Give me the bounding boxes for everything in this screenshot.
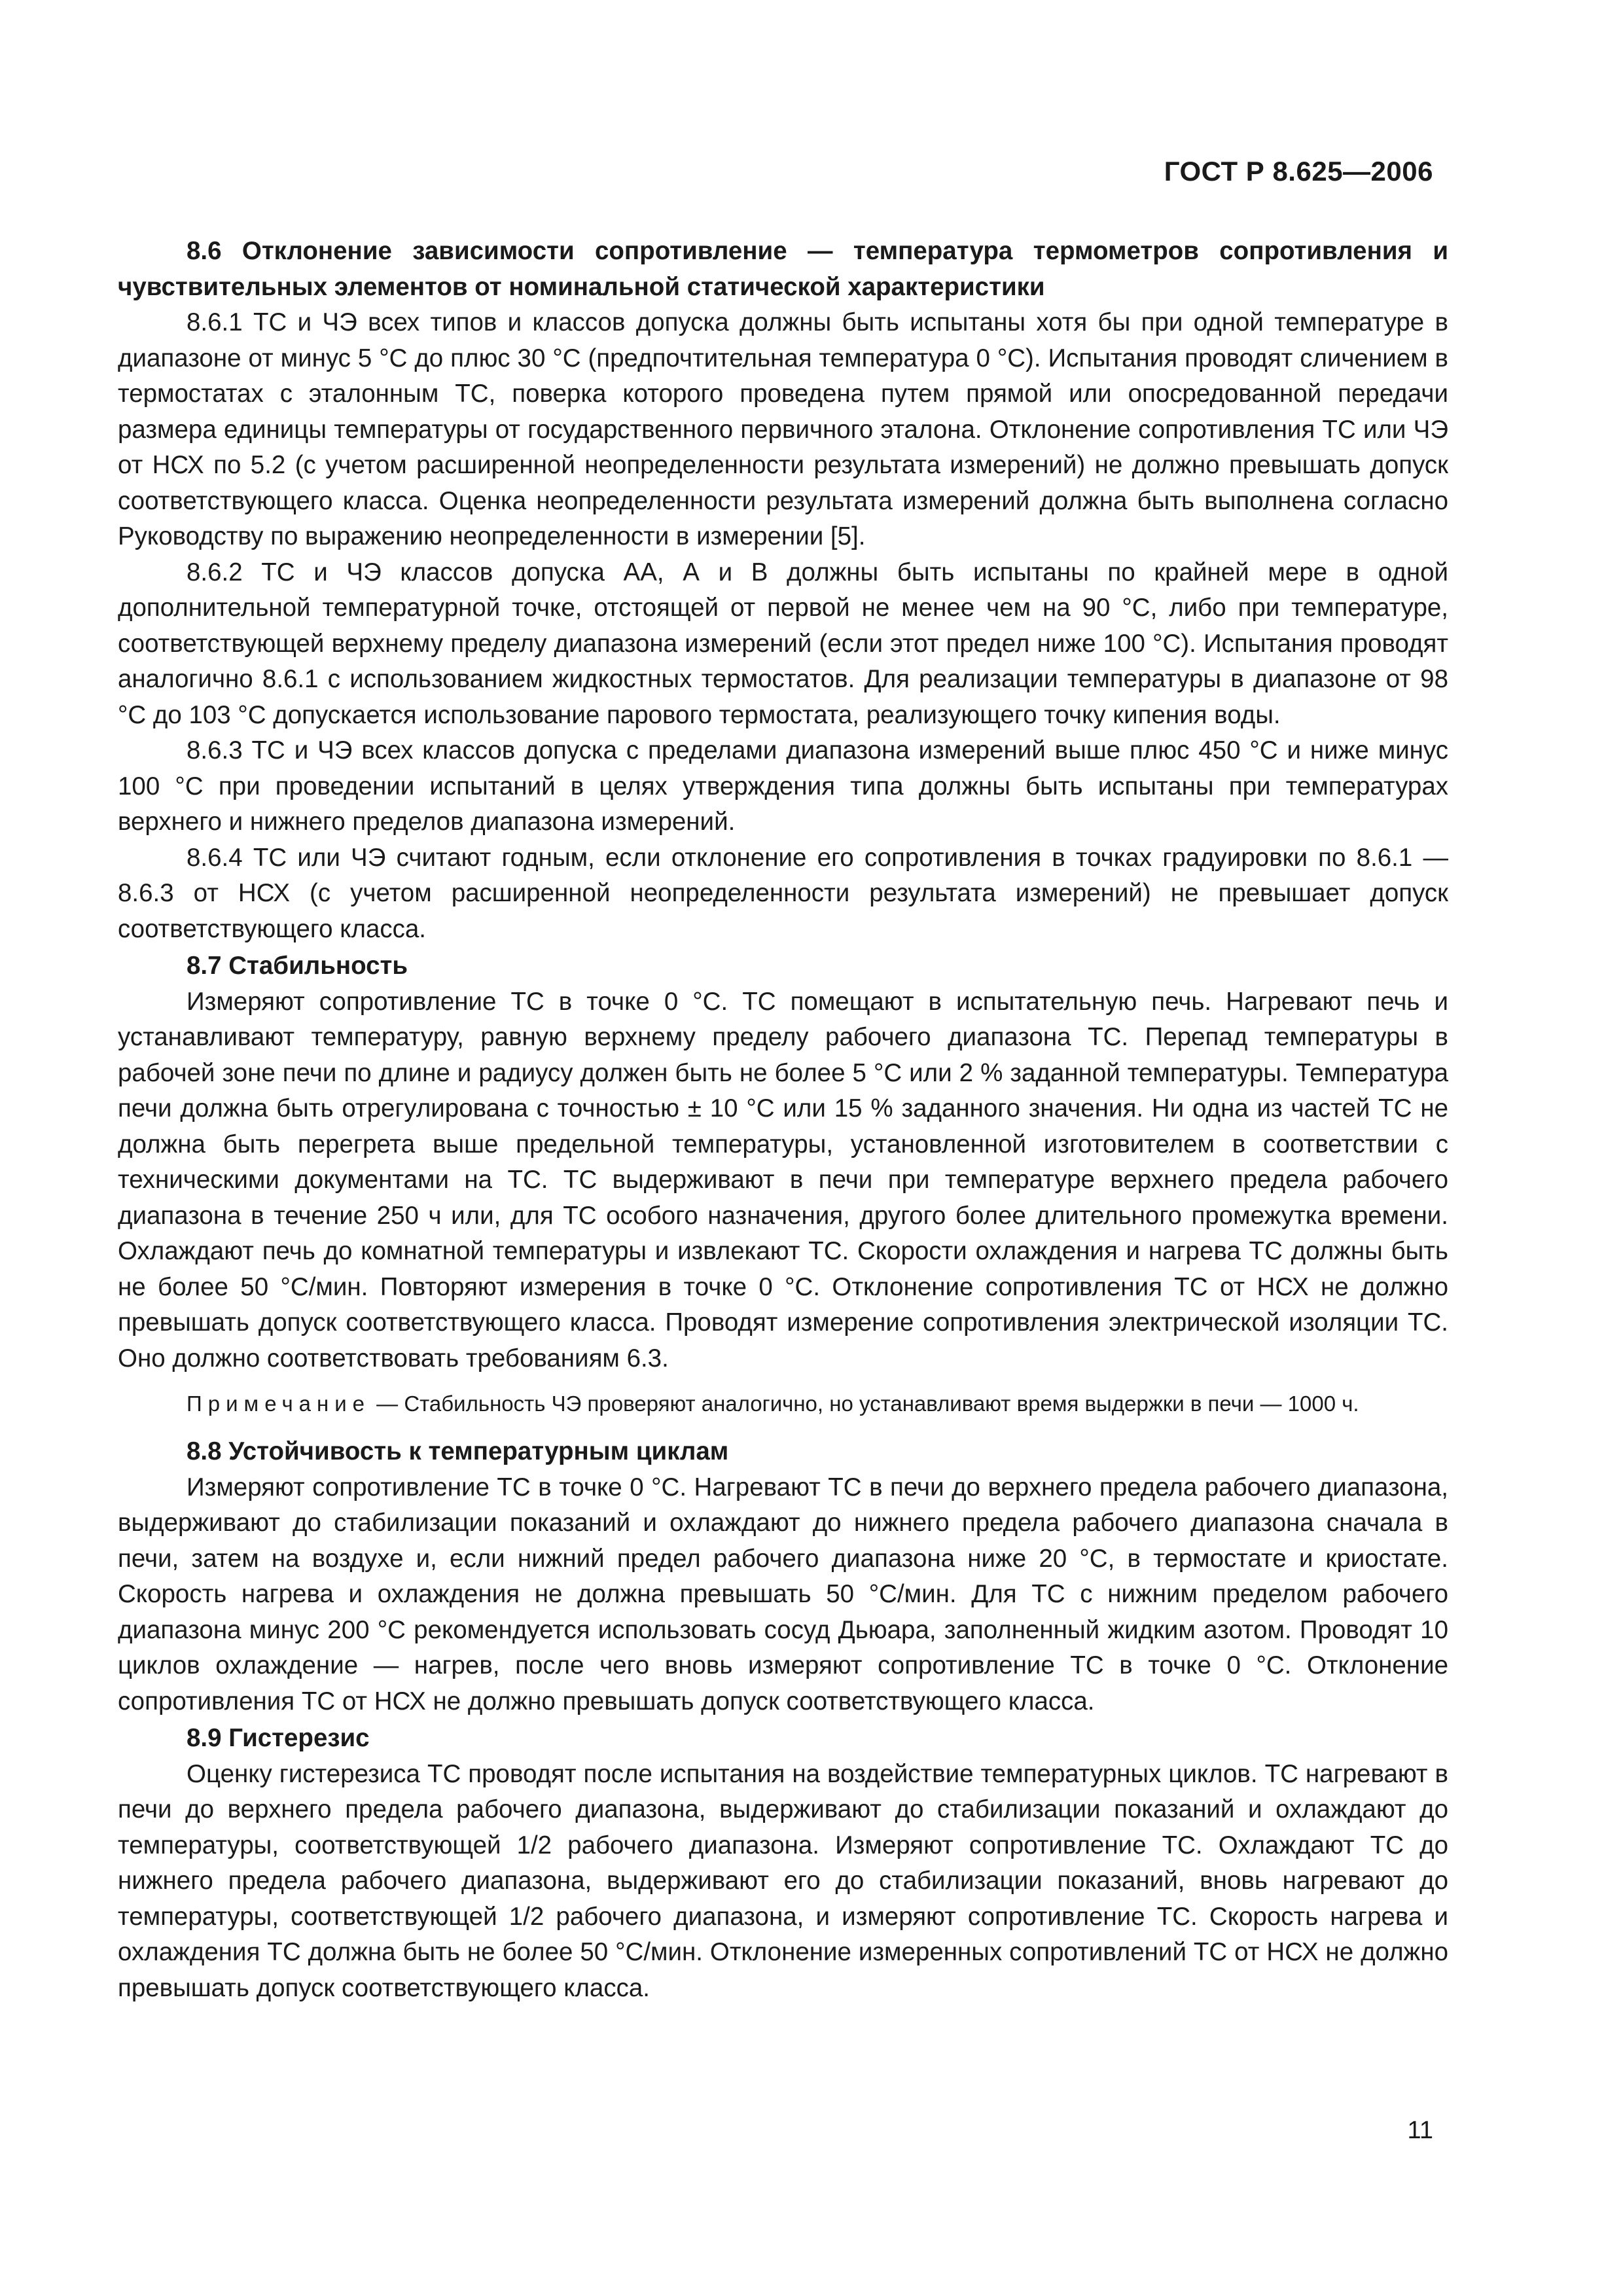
paragraph-8-8: Измеряют сопротивление ТС в точке 0 °C. Нагревают ТС в печи до верхнего предела рабочего диапазона, выдерживают до стабилизации показаний и охлаждают до нижнего предела рабочего диапазона сначала в печи, затем на воздухе и, если нижний предел рабочего диапазона ниже 20 °C, в термостате и криостате. Скорость нагрева и охлаждения не должна превышать 50 °C/мин. Для ТС с нижним пределом рабочего диапазона минус 200 °C рекомендуется использовать сосуд Дьюара, заполненный жидким азотом. Проводят 10 циклов охлаждение — нагрев, после чего вновь измеряют сопротивление ТС в точке 0 °C. Отклонение сопротивления ТС от НСХ не должно превышать допуск соответствующего класса.: [118, 1473, 1448, 1715]
note-8-7: [118, 1388, 1448, 1420]
section-8-9-heading: 8.9 Гистерезис: [187, 1724, 370, 1752]
paragraph-8-9: Оценку гистерезиса ТС проводят после испытания на воздействие температурных циклов. ТС нагревают в печи до верхнего предела рабочего диапазона, выдерживают до стабилизации показаний и охлаждают до температуры, соответствующей 1/2 рабочего диапазона. Измеряют сопротивление ТС. Охлаждают ТС до нижнего предела рабочего диапазона, выдерживают его до стабилизации показаний, вновь нагревают до температуры, соответствующей 1/2 рабочего диапазона, и измеряют сопротивление ТС. Скорость нагрева и охлаждения ТС должна быть не более 50 °C/мин. Отклонение измеренных сопротивлений ТС от НСХ не должно превышать допуск соответствующего класса.: [118, 1759, 1448, 2002]
paragraph-8-7: Измеряют сопротивление ТС в точке 0 °C. ТС помещают в испытательную печь. Нагревают печь и устанавливают температуру, равную верхнему пределу рабочего диапазона ТС. Перепад температуры в рабочей зоне печи по длине и радиусу должен быть не более 5 °C или 2 % заданной температуры. Температура печи должна быть отрегулирована с точностью ± 10 °C или 15 % заданного значения. Ни одна из частей ТС не должна быть перегрета выше предельной температуры, установленной изготовителем в соответствии с техническими документами на ТС. ТС выдерживают в печи при температуре верхнего предела рабочего диапазона в течение 250 ч или, для ТС особого назначения, другого более длительного промежутка времени. Охлаждают печь до комнатной температуры и извлекают ТС. Скорости охлаждения и нагрева ТС должны быть не более 50 °C/мин. Повторяют измерения в точке 0 °C. Отклонение сопротивления ТС от НСХ не должно превышать допуск соответствующего класса. Проводят измерение сопротивления электрической изоляции ТС. Оно должно соответствовать требованиям 6.3.: [118, 987, 1448, 1372]
section-8-8-heading: 8.8 Устойчивость к температурным циклам: [187, 1437, 729, 1465]
paragraph-8-6-2: 8.6.2 ТС и ЧЭ классов допуска АА, А и В должны быть испытаны по крайней мере в одной дополнительной температурной точке, отстоящей от первой не менее чем на 90 °C, либо при температуре, соответствующей верхнему пределу диапазона измерений (если этот предел ниже 100 °C). Испытания проводят аналогично 8.6.1 с использованием жидкостных термостатов. Для реализации температуры в диапазоне от 98 °C до 103 °C допускается использование парового термостата, реализующего точку кипения воды.: [118, 558, 1448, 729]
paragraph-8-6-3: 8.6.3 ТС и ЧЭ всех классов допуска с пределами диапазона измерений выше плюс 450 °C и ниже минус 100 °C при проведении испытаний в целях утверждения типа должны быть испытаны при температурах верхнего и нижнего пределов диапазона измерений.: [118, 736, 1448, 836]
document-header: ГОСТ Р 8.625—2006: [1164, 156, 1433, 187]
paragraph-8-6-1: 8.6.1 ТС и ЧЭ всех типов и классов допуска должны быть испытаны хотя бы при одной температуре в диапазоне от минус 5 °C до плюс 30 °C (предпочтительная температура 0 °C). Испытания проводят сличением в термостатах с эталонным ТС, поверка которого проведена путем прямой или опосредованной передачи размера единицы температуры от государственного первичного эталона. Отклонение сопротивления ТС или ЧЭ от НСХ по 5.2 (с учетом расширенной неопределенности результата измерений) не должно превышать допуск соответствующего класса. Оценка неопределенности результата измерений должна быть выполнена согласно Руководству по выражению неопределенности в измерении [5].: [118, 308, 1448, 550]
section-8-7-heading: 8.7 Стабильность: [187, 952, 408, 980]
paragraph-8-6-4: 8.6.4 ТС или ЧЭ считают годным, если отклонение его сопротивления в точках градуировки по 8.6.1 — 8.6.3 от НСХ (с учетом расширенной неопределенности результата измерений) не превышает допуск соответствующего класса.: [118, 843, 1448, 943]
section-8-6-heading: 8.6 Отклонение зависимости сопротивление — температура термометров сопротивления и чувствительных элементов от номинальной статической характеристики: [118, 237, 1448, 301]
note-text: — Стабильность ЧЭ проверяют аналогично, но устанавливают время выдержки в печи — 1000 ч.: [370, 1391, 1359, 1416]
page-number: 11: [1407, 2117, 1433, 2144]
note-label: Примечание: [187, 1391, 371, 1416]
document-body: [118, 232, 1448, 2006]
